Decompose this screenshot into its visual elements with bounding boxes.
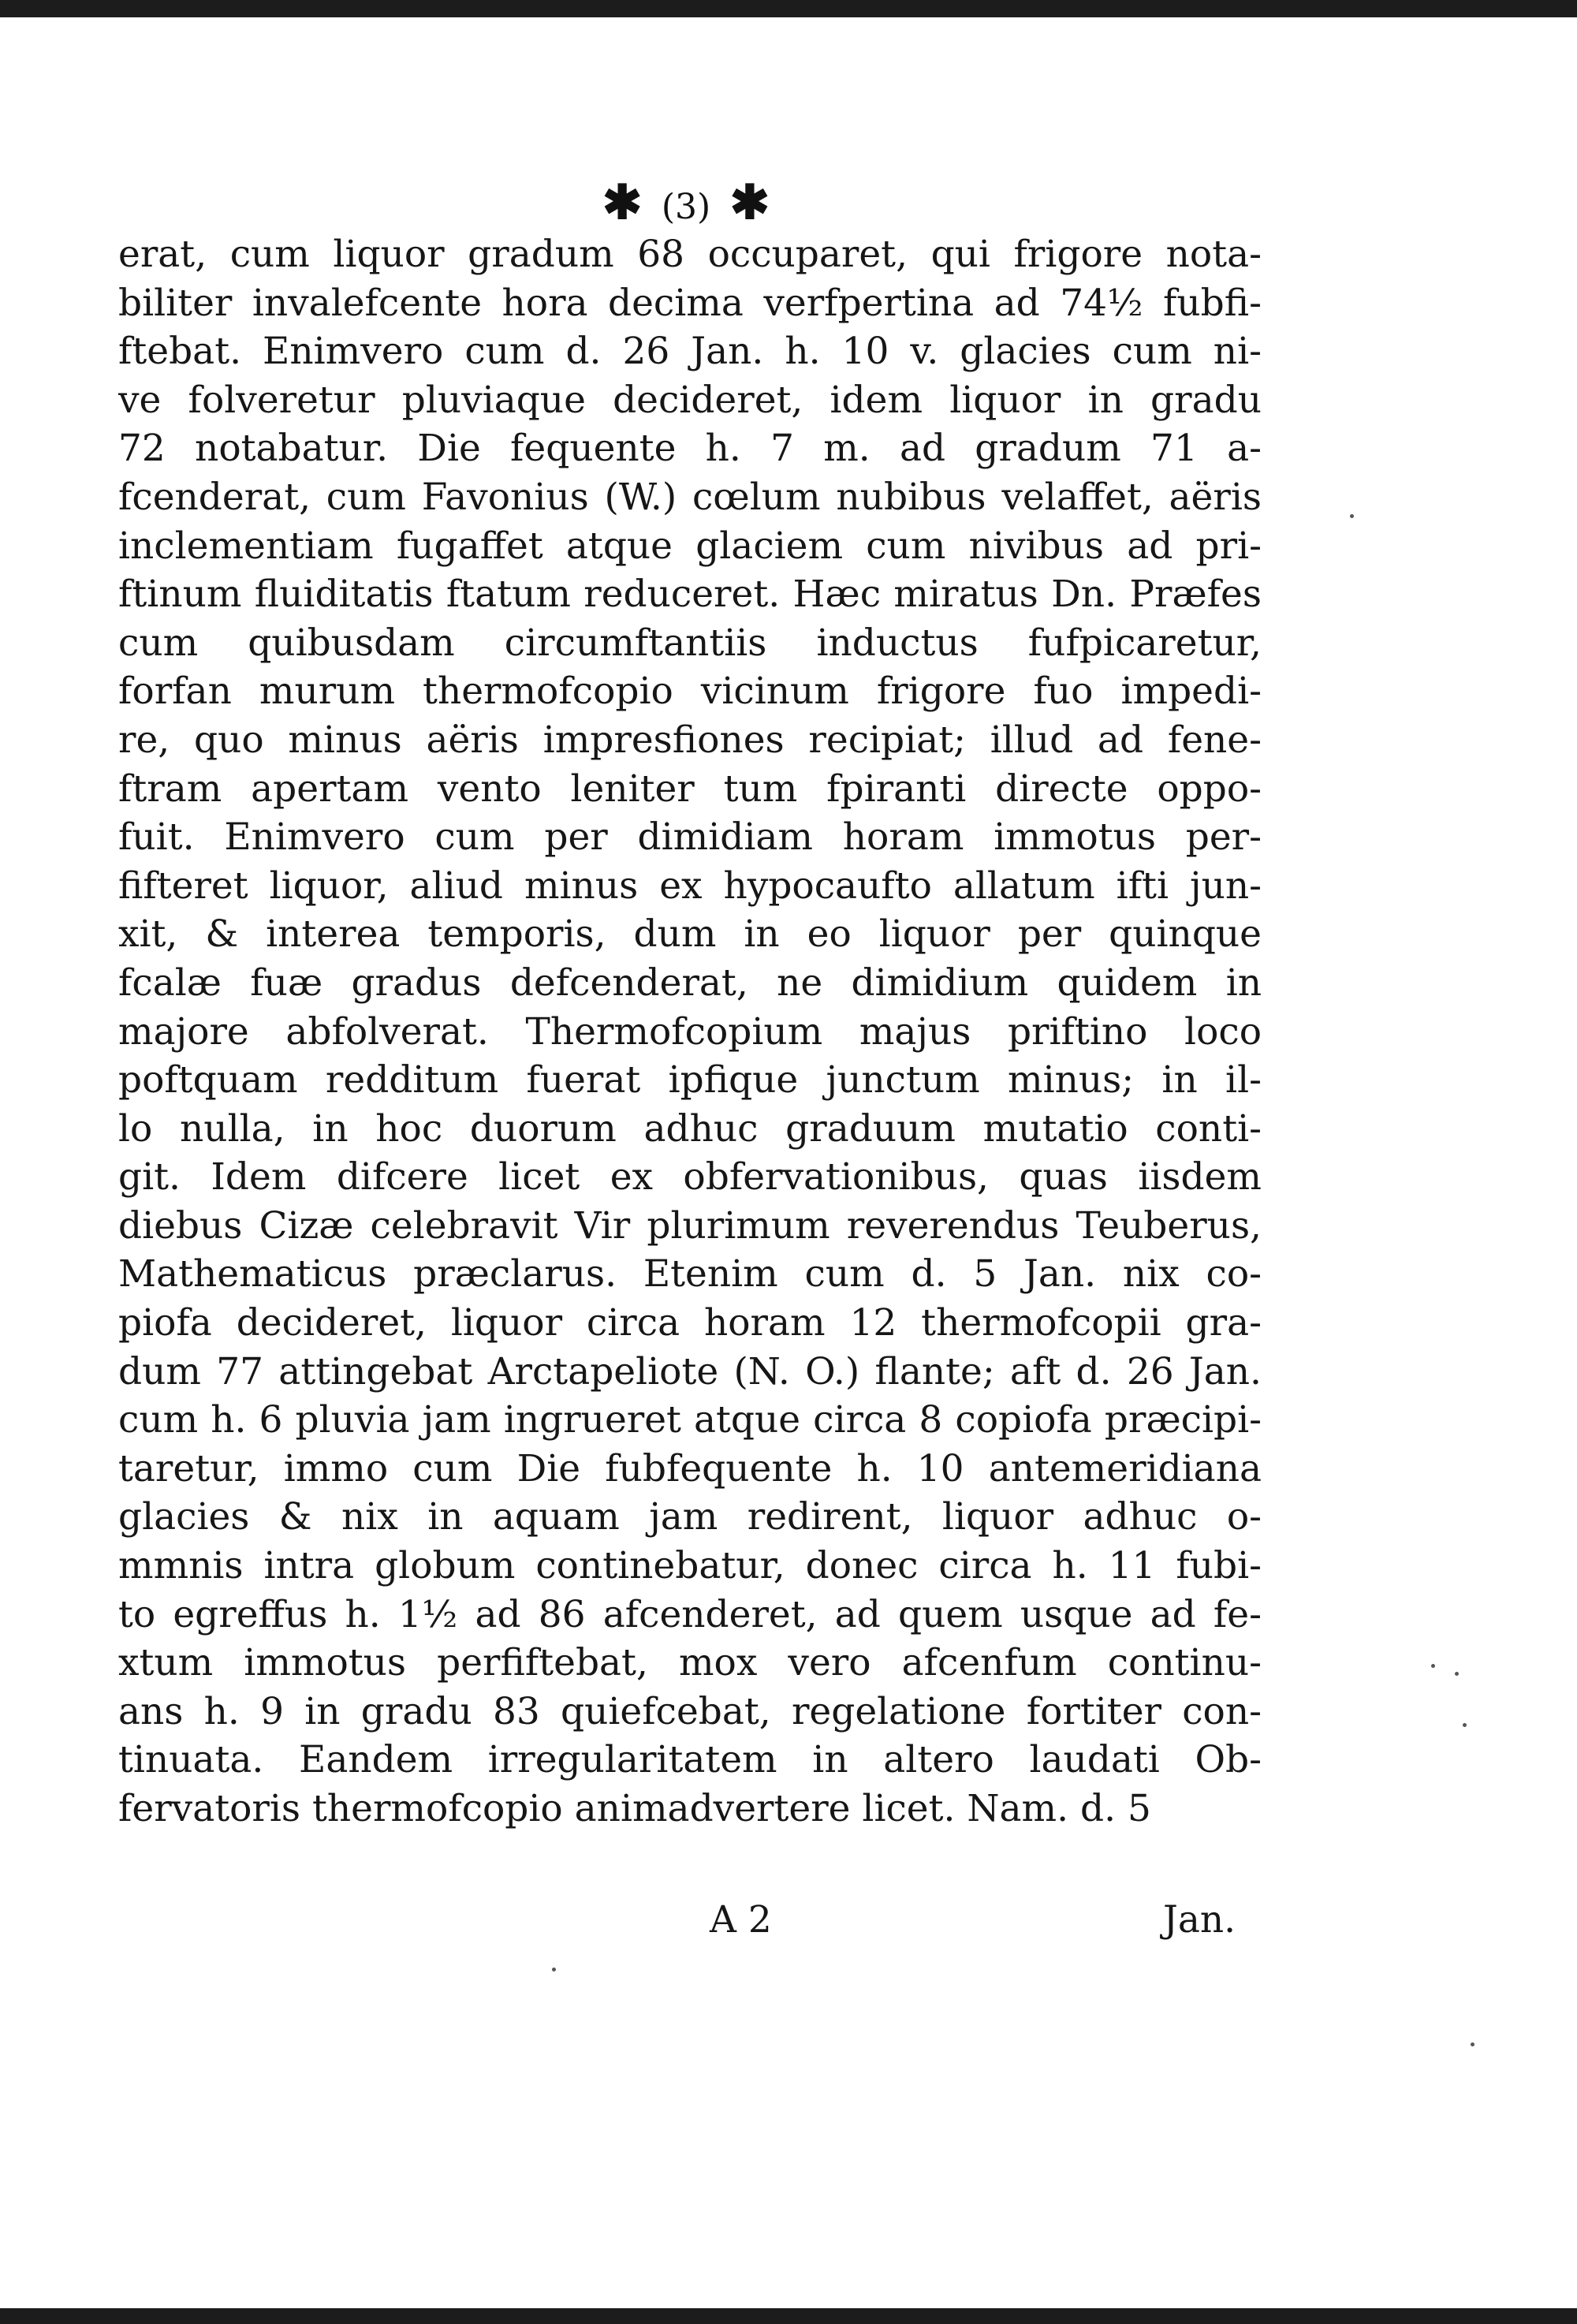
scan-bottom-border [0,2308,1577,2324]
text-line: forfan murum thermofcopio vicinum frigore fuo impedi- [118,670,1262,714]
text-line: ve folveretur pluviaque decideret, idem liquor in gradu [118,378,1262,422]
text-line: re, quo minus aëris impresfiones recipiat; illud ad fene- [118,718,1262,762]
text-line: git. Idem difcere licet ex obfervationibus, quas iisdem [118,1155,1262,1199]
scan-speck [1350,514,1354,518]
text-line: fervatoris thermofcopio animadvertere licet. Nam. d. 5 [118,1787,1151,1830]
scan-speck [1463,1723,1467,1727]
text-line: diebus Cizæ celebravit Vir plurimum reverendus Teuberus, [118,1203,1262,1248]
text-line: majore abfolverat. Thermofcopium majus priftino loco [118,1009,1262,1054]
text-line: glacies & nix in aquam jam redirent, liquor adhuc o- [118,1495,1262,1539]
body-text [118,230,1262,1833]
text-line: inclementiam fugaffet atque glaciem cum nivibus ad pri- [118,524,1262,568]
text-line: tinuata. Eandem irregularitatem in altero laudati Ob- [118,1738,1262,1782]
text-line: Mathematicus præclarus. Etenim cum d. 5 Jan. nix co- [118,1252,1262,1296]
text-line: mmnis intra globum continebatur, donec circa h. 11 fubi- [118,1544,1262,1588]
page-number: (3) [661,187,711,227]
text-line: fcalæ fuæ gradus defcenderat, ne dimidium quidem in [118,961,1262,1005]
text-line: erat, cum liquor gradum 68 occuparet, qui frigore nota- [118,233,1262,276]
signature-mark: A 2 [710,1898,772,1942]
scan-speck [1471,2042,1474,2046]
catchword: Jan. [1163,1898,1236,1942]
scan-speck [1431,1664,1435,1668]
scan-top-border [0,0,1577,17]
text-line: taretur, immo cum Die fubfequente h. 10 antemeridiana [118,1446,1262,1490]
text-line: piofa decideret, liquor circa horam 12 thermofcopii gra- [118,1301,1262,1345]
text-line: cum quibusdam circumftantiis inductus fufpicaretur, [118,621,1262,665]
scan-speck [1455,1672,1459,1676]
text-line: to egreffus h. 1½ ad 86 afcenderet, ad quem usque ad fe- [118,1592,1262,1636]
text-line: ftinum fluiditatis ftatum reduceret. Hæc miratus Dn. Præfes [118,573,1262,617]
text-line: ans h. 9 in gradu 83 quiefcebat, regelatione fortiter con- [118,1689,1262,1733]
scan-speck [552,1968,556,1971]
text-line: dum 77 attingebat Arctapeliote (N. O.) flante; aft d. 26 Jan. [118,1349,1262,1393]
text-line: ftebat. Enimvero cum d. 26 Jan. h. 10 v. glacies cum ni- [118,330,1262,374]
asterisk-ornament-left-icon: ✱ [602,175,643,230]
text-line: fifteret liquor, aliud minus ex hypocaufto allatum ifti jun- [118,864,1262,908]
page-header [552,175,820,230]
text-line: poftquam redditum fuerat ipfique junctum minus; in il- [118,1058,1262,1102]
text-line: xtum immotus perfiftebat, mox vero afcenfum continu- [118,1641,1262,1685]
text-line: fcenderat, cum Favonius (W.) cœlum nubibus velaffet, aëris [118,475,1262,519]
text-line: xit, & interea temporis, dum in eo liquor per quinque [118,912,1262,957]
text-line: biliter invalefcente hora decima verfpertina ad 74½ fubfi- [118,281,1262,325]
text-line: ftram apertam vento leniter tum fpiranti directe oppo- [118,767,1262,811]
asterisk-ornament-right-icon: ✱ [729,175,770,230]
text-line: fuit. Enimvero cum per dimidiam horam immotus per- [118,815,1262,860]
text-line: 72 notabatur. Die fequente h. 7 m. ad gradum 71 a- [118,427,1262,471]
text-line: cum h. 6 pluvia jam ingrueret atque circa 8 copiofa præcipi- [118,1398,1262,1442]
text-line: lo nulla, in hoc duorum adhuc graduum mutatio conti- [118,1106,1262,1151]
